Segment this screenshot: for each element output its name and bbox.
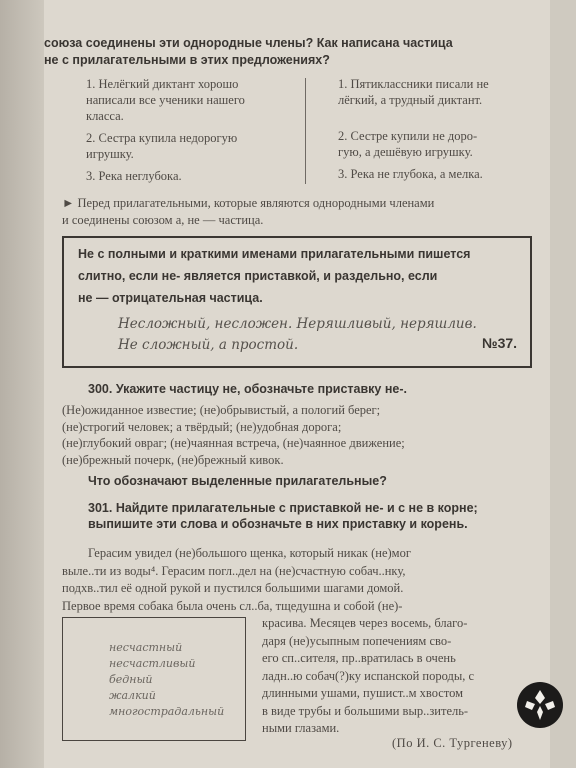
right-column bbox=[338, 76, 538, 188]
header-question-line-2: не с прилагательными в этих предложениях? bbox=[44, 53, 330, 67]
author-credit: (По И. С. Тургеневу) bbox=[392, 736, 513, 750]
watermark-logo bbox=[517, 682, 563, 728]
synonym-list: несчастный несчастливый бедный жалкий многострадальный bbox=[109, 641, 225, 718]
exercise-301-task: 301. Найдите прилагательные с приставкой не- и с не в корне; выпишите эти слова и обозначьте в них приставку и корень. bbox=[88, 501, 478, 531]
synonym-box bbox=[62, 617, 246, 741]
exercise-300-question: Что обозначают выделенные прилагательные? bbox=[88, 474, 387, 488]
right-sentence-1: 1. Пятиклассники писали не лёгкий, а трудный диктант. bbox=[338, 77, 489, 107]
page-edge-shadow bbox=[0, 0, 48, 768]
left-sentence-3: 3. Река неглубока. bbox=[86, 169, 182, 183]
exercise-300-task: 300. Укажите частицу не, обозначьте приставку не-. bbox=[88, 382, 407, 396]
rule-number: №37. bbox=[482, 335, 518, 351]
header-question-line-1: союза соединены эти однородные члены? Как написана частица bbox=[44, 36, 453, 50]
rule-text: Не с полными и краткими именами прилагательными пишется слитно, если не- является приставкой, и раздельно, если не — отрицательная частица. bbox=[78, 247, 471, 305]
note: ► Перед прилагательными, которые являются однородными членами и соединены союзом а, не — частица. bbox=[62, 196, 435, 227]
rule-examples-line-1: Несложный, несложен. Неряшливый, неряшлив. bbox=[118, 316, 477, 332]
right-sentence-2: 2. Сестре купили не доро- гую, а дешёвую игрушку. bbox=[338, 129, 478, 159]
left-column bbox=[86, 76, 301, 190]
watermark-logo-icon bbox=[517, 682, 563, 728]
right-sentence-3: 3. Река не глубока, а мелка. bbox=[338, 167, 483, 181]
left-sentence-1: 1. Нелёгкий диктант хорошо написали все ученики нашего класса. bbox=[86, 77, 245, 123]
left-sentence-2: 2. Сестра купила недорогую игрушку. bbox=[86, 131, 238, 161]
exercise-300-text: (Не)ожиданное известие; (не)обрывистый, а пологий берег; (не)строгий человек; а твёрдый; (не)удобная дорога; (не)глубокий овраг; (не)чаянная встреча, (не)чаянное движение; (не)брежный почерк, (не)брежный кивок. bbox=[62, 403, 405, 467]
rule-examples-line-2: Не сложный, а простой. bbox=[118, 337, 299, 353]
exercise-301-text: Герасим увидел (не)большого щенка, который никак (не)мог выле..ти из воды⁴. Герасим погл..дел на (не)счастную собач..нку, подхв..тил её одной рукой и пустился большими шагами домой. Первое время собака была очень сл..ба, тщедушна и собой (не)- bbox=[62, 546, 411, 613]
exercise-301-text-right: красива. Месяцев через восемь, благо- даря (не)усыпным попечениям сво- его сп..сителя, пр..вратилась в очень ладн..ю собач(?)ку испанской породы, с длинными ушами, пушист..м хвостом в виде трубы и большими выр..зитель- ными глазами. bbox=[262, 616, 475, 735]
column-divider bbox=[305, 78, 306, 184]
